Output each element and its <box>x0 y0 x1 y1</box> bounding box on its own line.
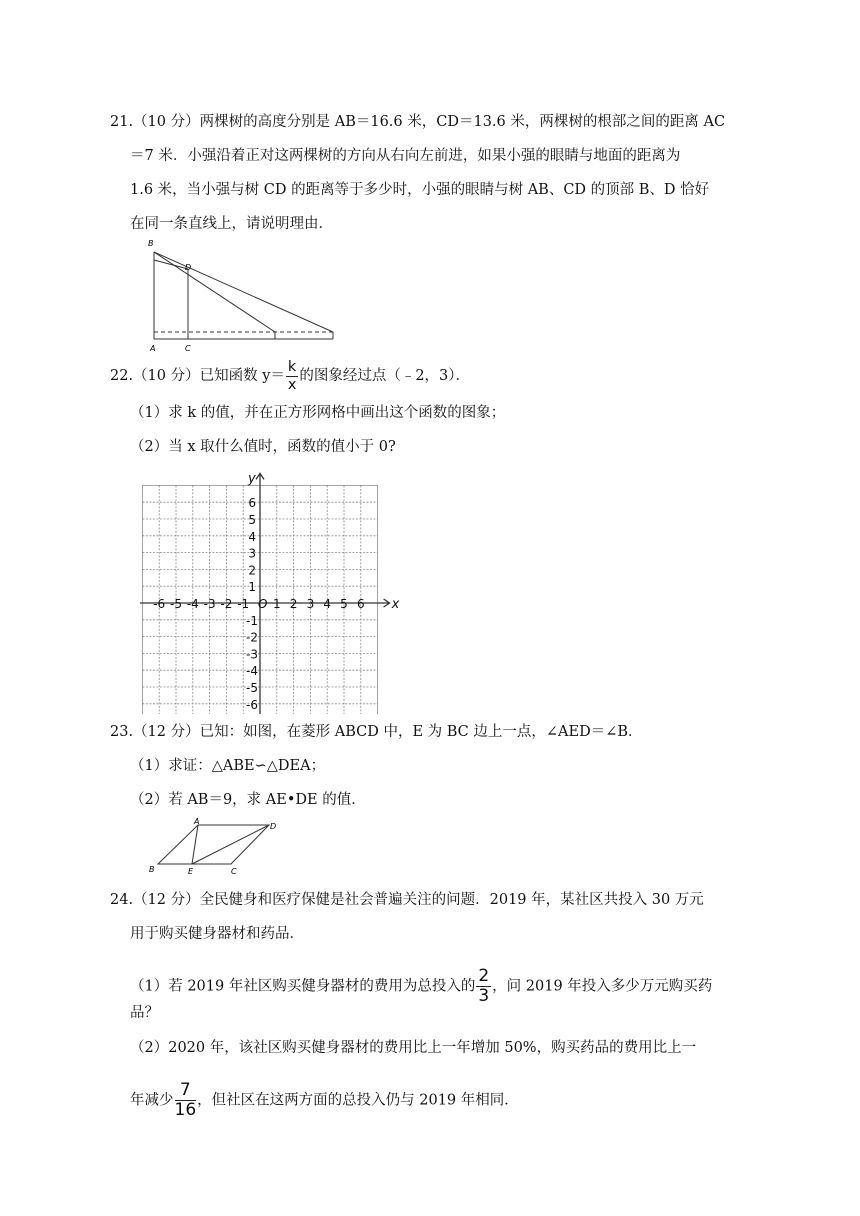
sight-line-far <box>154 252 333 332</box>
x-tick-label: 6 <box>356 597 365 611</box>
x-tick-label: 3 <box>306 597 315 611</box>
q21-line-3: 1.6 米，当小强与树 CD 的距离等于多少时，小强的眼睛与树 AB、CD 的顶部 B、D 恰好 <box>130 182 710 198</box>
label-b: B <box>149 865 155 874</box>
label-b: B <box>148 239 154 248</box>
q24-p1-post: ，问 2019 年投入多少万元购买药 <box>492 978 713 995</box>
y-tick-label: -2 <box>246 630 258 645</box>
q24-p2-num: 7 <box>175 1082 197 1101</box>
label-d: D <box>270 822 277 831</box>
y-axis-label: y <box>248 471 256 487</box>
q22-part-2: （2）当 x 取什么值时，函数的值小于 0? <box>130 439 396 455</box>
x-tick-label: 2 <box>289 597 298 611</box>
q24-part-2-line-2 <box>130 1082 519 1119</box>
q21-line-4: 在同一条直线上，请说明理由． <box>130 216 333 232</box>
q24-line-1: 24.（12 分）全民健身和医疗保健是社会普遍关注的问题．2019 年，某社区共投入 30 万元 <box>110 892 704 908</box>
label-e: E <box>188 867 194 876</box>
segment-de <box>192 825 269 864</box>
label-c: C <box>185 344 191 353</box>
x-axis-label: x <box>391 597 400 612</box>
x-tick-label: -5 <box>170 597 182 611</box>
rhombus-abcd <box>158 825 269 864</box>
sight-line-near <box>154 252 275 332</box>
x-tick-label: 4 <box>323 597 332 611</box>
label-a: A <box>150 344 156 353</box>
x-tick-label: -6 <box>153 597 166 611</box>
q22-text-pre: 22.（10 分）已知函数 y＝ <box>110 368 285 384</box>
y-tick-label: 6 <box>248 496 256 511</box>
q22-fraction-num: k <box>287 359 297 375</box>
x-tick-label: -4 <box>186 597 199 611</box>
label-d: D <box>185 263 192 272</box>
y-tick-label: -1 <box>246 613 258 628</box>
x-tick-label: -3 <box>203 597 216 611</box>
q22-coordinate-grid <box>140 462 400 714</box>
q23-line-1: 23.（12 分）已知：如图，在菱形 ABCD 中，E 为 BC 边上一点，∠AED＝∠B． <box>110 724 643 740</box>
y-tick-label: -6 <box>246 697 258 712</box>
q24-p1-fraction <box>476 968 491 1005</box>
q22-text-post: 的图象经过点（﹣2，3）． <box>299 368 471 384</box>
y-tick-label: -3 <box>246 647 258 662</box>
q24-p1-num: 2 <box>478 966 490 986</box>
q24-part-2-line-1: （2）2020 年，该社区购买健身器材的费用比上一年增加 50%，购买药品的费用比上一 <box>130 1040 697 1056</box>
q21-line-2: ＝7 米．小强沿着正对这两棵树的方向从右向左前进，如果小强的眼睛与地面的距离为 <box>130 148 681 164</box>
q22-fraction-den: x <box>287 376 297 393</box>
x-tick-label: -1 <box>237 597 250 611</box>
segment-ae <box>192 825 198 864</box>
q22-part-1: （1）求 k 的值，并在正方形网格中画出这个函数的图象； <box>130 405 506 421</box>
q21-tree-figure <box>145 236 345 354</box>
q24-p2-fraction <box>175 1082 197 1119</box>
q24-part-1-cont: 品？ <box>130 1005 159 1021</box>
q24-p2-den: 16 <box>174 1100 197 1120</box>
y-tick-label: 2 <box>248 563 256 578</box>
label-c: C <box>231 867 237 876</box>
q24-p2-pre: 年减少 <box>130 1092 174 1109</box>
label-a: A <box>194 817 200 826</box>
q24-part-1 <box>130 968 712 1005</box>
origin-label: O <box>258 597 268 611</box>
q24-line-2: 用于购买健身器材和药品． <box>130 926 304 942</box>
y-tick-label: -5 <box>246 681 258 695</box>
x-tick-label: 1 <box>272 597 281 611</box>
q23-part-2: （2）若 AB＝9，求 AE•DE 的值． <box>130 792 366 808</box>
q24-p2-post: ，但社区在这两方面的总投入仍与 2019 年相同． <box>197 1092 519 1109</box>
q21-line-1: 21.（10 分）两棵树的高度分别是 AB＝16.6 米，CD＝13.6 米，两棵树的根部之间的距离 AC <box>110 114 726 130</box>
x-tick-label: -2 <box>220 597 233 611</box>
y-tick-label: 5 <box>248 513 256 527</box>
y-tick-label: 4 <box>248 529 256 544</box>
q23-part-1: （1）求证：△ABE∽△DEA； <box>130 758 326 774</box>
y-tick-label: 1 <box>248 580 256 595</box>
q22-fraction <box>286 360 298 392</box>
q24-p1-den: 3 <box>478 986 490 1006</box>
q23-rhombus-figure <box>145 816 285 876</box>
y-tick-label: -4 <box>246 664 258 679</box>
q22-line-1 <box>110 360 470 392</box>
q24-p1-pre: （1）若 2019 年社区购买健身器材的费用为总投入的 <box>130 978 476 995</box>
y-tick-label: 3 <box>248 546 256 561</box>
x-tick-label: 5 <box>340 597 348 611</box>
